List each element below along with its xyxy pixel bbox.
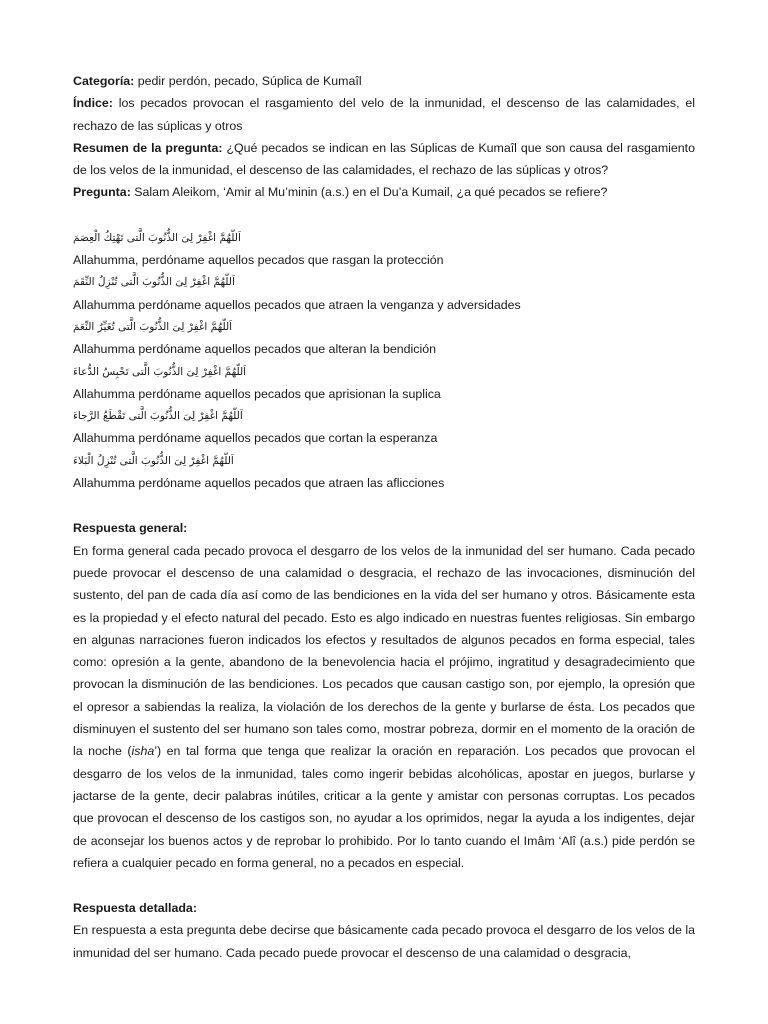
category-value: pedir perdón, pecado, Súplica de Kumaîl xyxy=(134,74,362,88)
general-answer-body xyxy=(73,540,695,874)
question-label: Pregunta: xyxy=(73,185,131,200)
document-content xyxy=(73,70,695,964)
spacer xyxy=(73,204,695,227)
index-value: los pecados provocan el rasgamiento del velo de la inmunidad, el descenso de las calamidades, el rechazo de las súplicas y otros xyxy=(73,96,695,133)
detailed-answer-heading: Respuesta detallada: xyxy=(73,901,197,916)
summary-line xyxy=(73,137,695,182)
supplication-translation: Allahumma, perdóname aquellos pecados que rasgan la protección xyxy=(73,253,444,268)
category-label: Categoría: xyxy=(73,74,135,88)
question-value: Salam Aleikom, ‘Amir al Mu’minin (a.s.) en el Du’a Kumail, ¿a qué pecados se refiere? xyxy=(130,185,608,200)
spacer xyxy=(73,874,695,897)
index-label: Índice: xyxy=(73,96,113,111)
general-answer-text-1: En forma general cada pecado provoca el desgarro de los velos de la inmunidad del ser humano. Cada pecado puede provocar el descenso de una calamidad o desgracia, el rechazo de las invocaciones, disminución del sustento, del pan de cada día así como de las bendiciones en la vida del ser humano y otros. Básicamente esta es la propiedad y el efecto natural del pecado. Esto es algo indicado en nuestras fuentes religiosas. Sin embargo en algunas narraciones fueron indicados los efectos y resultados de algunos pecados en forma especial, tales como: opresión a la gente, abandono de la benevolencia hacia el prójimo, ingratitud y desagradecimiento que provocan la disminución de las bendiciones. Los pecados que causan castigo son, por ejemplo, la opresión que el opresor a sabiendas la realiza, la violación de los derechos de la gente y burlarse de ésta. Los pecados que disminuyen el sustento del ser humano son tales como, mostrar pobreza, dormir en el momento de la oración de la noche ( xyxy=(73,543,695,759)
supplication-list xyxy=(73,227,695,495)
index-line xyxy=(73,92,695,137)
supplication-arabic: اَللّهُمَّ اغْفِرْ لِىَ الذُّنُوبَ الَّتى تُغَيِّرُ النِّعَمَ xyxy=(73,320,233,333)
summary-label: Resumen de la pregunta: xyxy=(73,140,223,155)
category-line xyxy=(73,70,695,92)
supplication-arabic: اَللّهُمَّ اغْفِرْ لِىَ الذُّنُوبَ الَّتى تُنْزِلُ الْبَلاءَ xyxy=(73,454,234,467)
summary-value: ¿Qué pecados se indican en las Súplicas de Kumaîl que son causa del rasgamiento de los velos de la inmunidad, el descenso de las calamidades, el rechazo de las súplicas y otros? xyxy=(73,140,696,178)
isha-term: isha xyxy=(131,744,155,759)
question-line xyxy=(73,181,695,203)
supplication-translation: Allahumma perdóname aquellos pecados que alteran la bendición xyxy=(73,342,437,357)
supplication-translation: Allahumma perdóname aquellos pecados que aprisionan la suplica xyxy=(73,386,441,401)
supplication-translation: Allahumma perdóname aquellos pecados que atraen la venganza y adversidades xyxy=(73,297,521,312)
supplication-arabic: اَللّهُمَّ اغْفِرْ لِىَ الذُّنُوبَ الَّتى تَحْبِسُ الدُّعاءَ xyxy=(73,365,247,378)
supplication-arabic: اَللّهُمَّ اغْفِرْ لِىَ الذُّنُوبَ الَّتى تَهْتِكُ الْعِصَمَ xyxy=(73,231,241,244)
detailed-answer-body: En respuesta a esta pregunta debe decirse que básicamente cada pecado provoca el desgarro de los velos de la inmunidad del ser humano. Cada pecado puede provocar el descenso de una calamidad o desgracia, xyxy=(73,923,695,960)
spacer xyxy=(73,494,695,517)
general-answer-heading: Respuesta general: xyxy=(73,521,188,536)
supplication-arabic: اَللّهُمَّ اغْفِرْ لِىَ الذُّنُوبَ الَّتى تُنْزِلُ النِّقَمَ xyxy=(73,276,235,289)
general-answer-text-2: ’) en tal forma que tenga que realizar la oración en reparación. Los pecados que provocan el desgarro de los velos de la inmunidad, tales como ingerir bebidas alcohólicas, apostar en juegos, burlarse y jactarse de la gente, decir palabras inútiles, criticar a la gente y amistar con personas corruptas. Los pecados que provocan el descenso de los castigos son, no ayudar a los oprimidos, negar la ayuda a los indigentes, dejar de aconsejar los buenos actos y de reprobar lo prohibido. Por lo tanto cuando el Imâm ‘Alî (a.s.) pide perdón se refiera a cualquier pecado en forma general, no a pecados en especial. xyxy=(73,744,695,870)
supplication-translation: Allahumma perdóname aquellos pecados que atraen las aflicciones xyxy=(73,476,445,491)
supplication-arabic: اَللّهُمَّ اغْفِرْ لِىَ الذُّنُوبَ الَّتى تَقْطَعُ الرَّجاءَ xyxy=(73,410,243,423)
supplication-translation: Allahumma perdóname aquellos pecados que cortan la esperanza xyxy=(73,431,438,446)
